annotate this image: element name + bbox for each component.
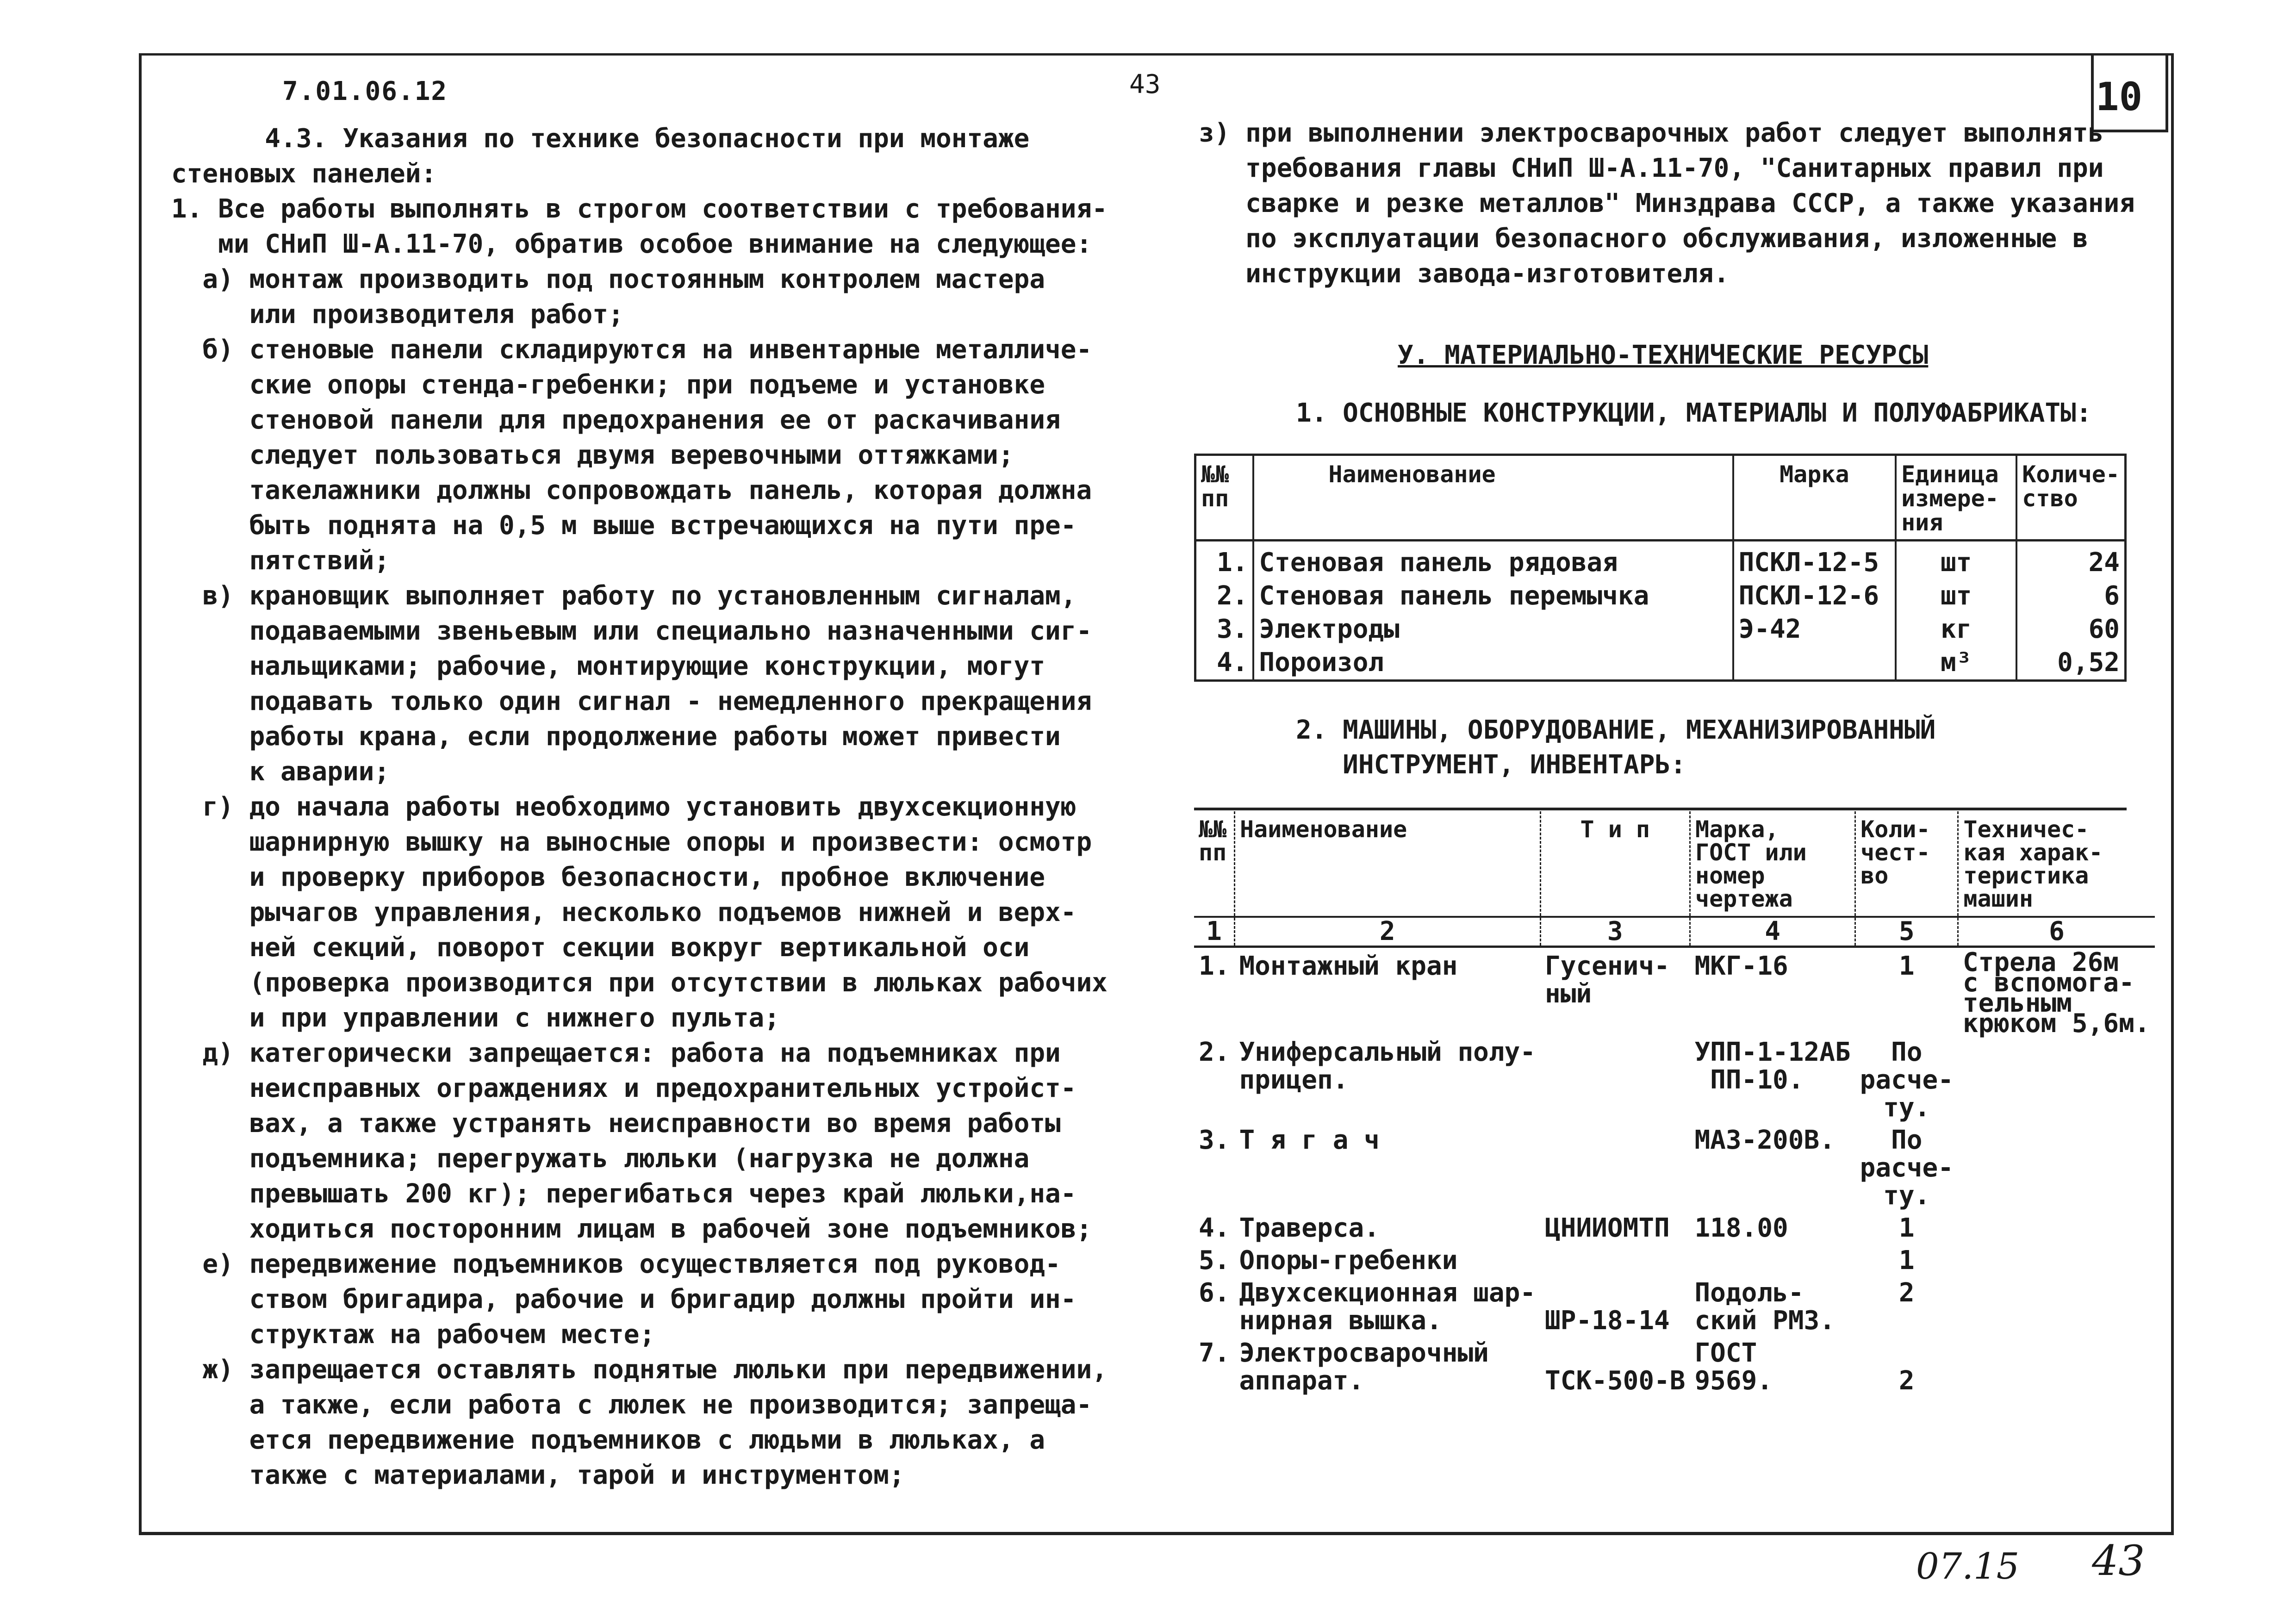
cell-tech: Стрела 26м с вспомога- тельным крюком 5,6м.: [1962, 947, 2150, 1039]
cell-mark: [1733, 646, 1896, 681]
materials-row: [1195, 579, 2126, 613]
column-number: 3: [1540, 917, 1690, 947]
cell-num: 2.: [1216, 581, 1248, 611]
machines-row: [1194, 1034, 2155, 1122]
cell-tech: [1958, 1242, 2155, 1275]
cell-num: 1.: [1216, 548, 1248, 578]
cell-num: 6.: [1199, 1278, 1230, 1308]
cell-name: Пороизол: [1253, 646, 1733, 681]
cell-qty: 1: [1898, 1245, 1915, 1276]
machines-row: [1194, 1275, 2155, 1335]
cell-qty: 1: [1898, 951, 1915, 981]
text-line: превышать 200 кг); перегибаться через край люльки,на-: [171, 1179, 1076, 1209]
subsection-2-title-line1: 2. МАШИНЫ, ОБОРУДОВАНИЕ, МЕХАНИЗИРОВАННЫЙ: [1296, 715, 1936, 745]
cell-type: [1540, 1242, 1690, 1275]
text-line: пятствий;: [171, 546, 390, 576]
cell-type: ЦНИИОМТП: [1545, 1213, 1670, 1243]
machines-table-grid: [1194, 811, 2155, 1395]
column-number: 6: [1958, 917, 2155, 947]
header-type: Т и п: [1540, 811, 1690, 917]
text-line: подъемника; перегружать люльки (нагрузка не должна: [171, 1144, 1030, 1174]
header-name: Наименование: [1234, 811, 1540, 917]
cell-tech: [1958, 1335, 2155, 1395]
cell-tech: [1958, 1034, 2155, 1122]
welding-requirements-text: [1199, 116, 2135, 292]
header-tech: Техничес- кая харак- теристика машин: [1958, 811, 2155, 917]
sheet-number: 10: [2096, 74, 2143, 119]
text-line: структаж на рабочем месте;: [171, 1319, 655, 1350]
text-line: следует пользоваться двумя веревочными оттяжками;: [171, 440, 1014, 470]
materials-table-header: [1195, 455, 2126, 541]
text-line: б) стеновые панели складируются на инвентарные металличе-: [171, 335, 1092, 365]
text-line: работы крана, если продолжение работы может привести: [171, 722, 1061, 752]
cell-type: [1540, 1122, 1690, 1210]
cell-num: 2.: [1199, 1037, 1230, 1067]
cell-num: 5.: [1199, 1245, 1230, 1276]
machines-row: [1194, 1335, 2155, 1395]
cell-mark: [1690, 1242, 1855, 1275]
column-number: 4: [1690, 917, 1855, 947]
text-line: ней секций, поворот секции вокруг вертикальной оси: [171, 933, 1030, 963]
cell-unit: кг: [1896, 613, 2016, 646]
text-line: стеновых панелей:: [171, 159, 437, 189]
text-line: и при управлении с нижнего пульта;: [171, 1003, 780, 1033]
text-line: е) передвижение подъемников осуществляется под руковод-: [171, 1249, 1061, 1279]
text-line: 4.3. Указания по технике безопасности при монтаже: [171, 124, 1030, 154]
cell-qty: 6: [2016, 579, 2125, 613]
cell-num: 7.: [1199, 1338, 1230, 1368]
text-line: г) до начала работы необходимо установить двухсекционную: [171, 792, 1076, 822]
cell-name: Опоры-гребенки: [1239, 1245, 1458, 1276]
text-line: по эксплуатации безопасного обслуживания, изложенные в: [1199, 224, 2088, 254]
machines-row: [1194, 947, 2155, 1034]
text-line: 1. Все работы выполнять в строгом соответствии с требования-: [171, 194, 1108, 224]
cell-qty: 24: [2016, 541, 2125, 580]
cell-mark: Э-42: [1733, 613, 1896, 646]
text-line: неисправных ограждениях и предохранительных устройст-: [171, 1073, 1076, 1103]
column-number: 5: [1855, 917, 1958, 947]
cell-name: Униферсальный полу- прицеп.: [1239, 1037, 1536, 1095]
machines-row: [1194, 1122, 2155, 1210]
cell-qty: 1: [1898, 1213, 1915, 1243]
text-line: в) крановщик выполняет работу по установленным сигналам,: [171, 581, 1076, 611]
cell-name: Электроды: [1253, 613, 1733, 646]
text-line: сварке и резке металлов" Минздрава СССР, а также указания: [1199, 188, 2135, 218]
cell-tech: [1958, 1210, 2155, 1242]
header-mark: Марка: [1733, 455, 1896, 541]
materials-row: [1195, 646, 2126, 681]
cell-num: 3.: [1199, 1125, 1230, 1155]
cell-mark: Подоль- ский РМЗ.: [1694, 1278, 1835, 1336]
cell-num: 1.: [1199, 951, 1230, 981]
cell-type: ТСК-500-В: [1545, 1366, 1686, 1396]
text-line: быть поднята на 0,5 м выше встречающихся на пути пре-: [171, 510, 1076, 541]
text-line: (проверка производится при отсутствии в люльках рабочих: [171, 968, 1108, 998]
column-number: 1: [1194, 917, 1234, 947]
cell-name: Траверса.: [1239, 1213, 1380, 1243]
cell-type: ШР-18-14: [1545, 1306, 1670, 1336]
cell-name: Монтажный кран: [1239, 951, 1458, 981]
document-code: 7.01.06.12: [282, 76, 448, 106]
cell-qty: 2: [1898, 1278, 1915, 1308]
text-line: нальщиками; рабочие, монтирующие конструкции, могут: [171, 651, 1045, 681]
section-title: У. МАТЕРИАЛЬНО-ТЕХНИЧЕСКИЕ РЕСУРСЫ: [1398, 340, 1929, 370]
cell-qty: 0,52: [2016, 646, 2125, 681]
page-number: 43: [1129, 69, 1161, 100]
machines-row: [1194, 1210, 2155, 1242]
cell-type: [1540, 1034, 1690, 1122]
cell-num: 4.: [1216, 647, 1248, 678]
subsection-1-title: 1. ОСНОВНЫЕ КОНСТРУКЦИИ, МАТЕРИАЛЫ И ПОЛУФАБРИКАТЫ:: [1296, 398, 2092, 428]
header-name: Наименование: [1253, 455, 1733, 541]
table-top-rule: [1194, 808, 2127, 810]
machines-row: [1194, 1242, 2155, 1275]
cell-qty: По расче- ту.: [1860, 1037, 1954, 1123]
text-line: или производителя работ;: [171, 299, 624, 330]
cell-mark: УПП-1-12АБ ПП-10.: [1694, 1037, 1851, 1095]
cell-mark: ПСКЛ-12-6: [1733, 579, 1896, 613]
text-line: стеновой панели для предохранения ее от раскачивания: [171, 405, 1061, 435]
text-line: к аварии;: [171, 757, 390, 787]
cell-name: Электросварочный аппарат.: [1239, 1338, 1489, 1396]
cell-name: Двухсекционная шар- нирная вышка.: [1239, 1278, 1536, 1336]
text-line: требования главы СНиП Ш-А.11-70, "Санитарных правил при: [1199, 153, 2104, 183]
cell-mark: 118.00: [1694, 1213, 1788, 1243]
machines-table-header: [1194, 811, 2155, 917]
materials-table: [1194, 454, 2127, 682]
text-line: и проверку приборов безопасности, пробное включение: [171, 862, 1045, 892]
header-qty: Коли- чест- во: [1855, 811, 1958, 917]
cell-tech: [1958, 1122, 2155, 1210]
header-num: №№ пп: [1194, 811, 1234, 917]
cell-name: Стеновая панель рядовая: [1253, 541, 1733, 580]
text-line: вах, а также устранять неисправности во время работы: [171, 1108, 1061, 1139]
cell-mark: МАЗ-200В.: [1694, 1125, 1835, 1155]
handwritten-date: 07.15: [1916, 1546, 2020, 1587]
cell-mark: МКГ-16: [1694, 951, 1788, 981]
cell-mark: ГОСТ 9569.: [1694, 1338, 1773, 1396]
text-line: подаваемыми звеньевым или специально назначенными сиг-: [171, 616, 1092, 646]
text-line: ские опоры стенда-гребенки; при подъеме и установке: [171, 370, 1045, 400]
text-line: такелажники должны сопровождать панель, которая должна: [171, 475, 1092, 505]
cell-unit: м³: [1896, 646, 2016, 681]
cell-unit: шт: [1896, 579, 2016, 613]
header-mark: Марка, ГОСТ или номер чертежа: [1690, 811, 1855, 917]
text-line: а также, если работа с люлек не производится; запреща-: [171, 1390, 1092, 1420]
text-line: инструкции завода-изготовителя.: [1199, 259, 1730, 289]
header-unit: Единица измере- ния: [1896, 455, 2016, 541]
header-qty: Количе- ство: [2016, 455, 2125, 541]
text-line: д) категорически запрещается: работа на подъемниках при: [171, 1038, 1061, 1068]
text-line: ми СНиП Ш-А.11-70, обратив особое внимание на следующее:: [171, 229, 1092, 259]
text-line: ется передвижение подъемников с людьми в люльках, а: [171, 1425, 1045, 1455]
cell-num: 4.: [1199, 1213, 1230, 1243]
header-num: №№ пп: [1195, 455, 1254, 541]
text-line: подавать только один сигнал - немедленного прекращения: [171, 686, 1092, 716]
cell-qty: 2: [1898, 1366, 1915, 1396]
text-line: ж) запрещается оставлять поднятые люльки при передвижении,: [171, 1355, 1108, 1385]
safety-instructions-text: [171, 121, 1108, 1493]
cell-qty: По расче- ту.: [1860, 1125, 1954, 1211]
cell-unit: шт: [1896, 541, 2016, 580]
cell-type: Гусенич- ный: [1545, 951, 1670, 1009]
text-line: ходиться посторонним лицам в рабочей зоне подъемников;: [171, 1214, 1092, 1244]
text-line: ством бригадира, рабочие и бригадир должны пройти ин-: [171, 1284, 1076, 1314]
cell-name: Т я г а ч: [1239, 1125, 1380, 1155]
materials-row: [1195, 541, 2126, 580]
text-line: шарнирную вышку на выносные опоры и произвести: осмотр: [171, 827, 1092, 857]
subsection-2-title-line2: ИНСТРУМЕНТ, ИНВЕНТАРЬ:: [1296, 750, 1686, 780]
cell-mark: ПСКЛ-12-5: [1733, 541, 1896, 580]
cell-tech: [1958, 1275, 2155, 1335]
cell-num: 3.: [1216, 614, 1248, 644]
handwritten-page-number: 43: [2092, 1537, 2145, 1585]
column-number: 2: [1234, 917, 1540, 947]
cell-name: Стеновая панель перемычка: [1253, 579, 1733, 613]
text-line: а) монтаж производить под постоянным контролем мастера: [171, 264, 1045, 294]
column-number-row: [1194, 917, 2155, 947]
text-line: з) при выполнении электросварочных работ следует выполнять: [1199, 118, 2104, 148]
text-line: рычагов управления, несколько подъемов нижней и верх-: [171, 897, 1076, 927]
cell-qty: 60: [2016, 613, 2125, 646]
materials-row: [1195, 613, 2126, 646]
text-line: также с материалами, тарой и инструментом;: [171, 1460, 905, 1490]
